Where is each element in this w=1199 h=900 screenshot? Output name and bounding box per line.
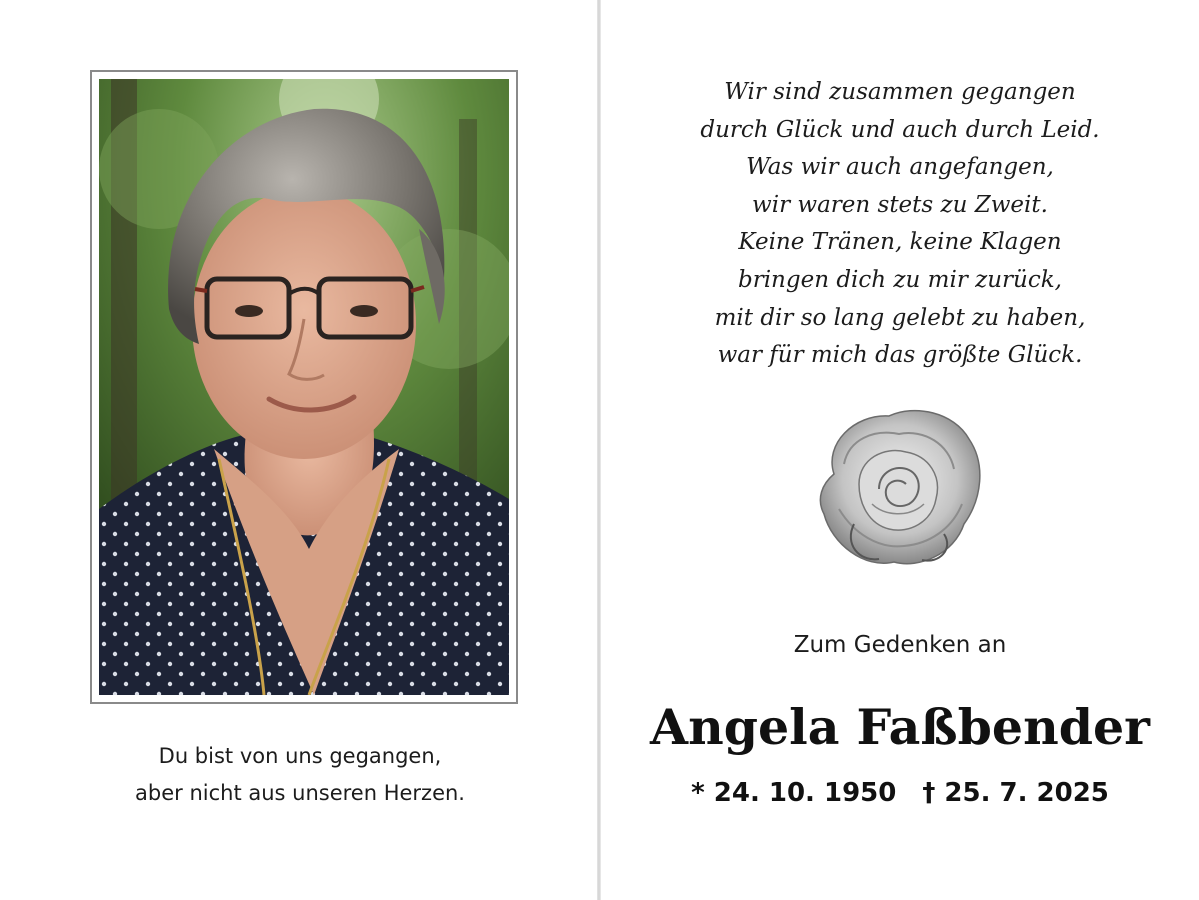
poem-line: war für mich das größte Glück.	[717, 342, 1083, 369]
deceased-name: Angela Faßbender	[650, 698, 1150, 756]
in-memory-label: Zum Gedenken an	[793, 632, 1007, 658]
rose-icon	[814, 404, 984, 572]
photo-frame	[90, 70, 518, 704]
portrait-photo	[99, 79, 509, 695]
poem-line: Was wir auch angefangen,	[746, 154, 1054, 181]
poem-line: durch Glück und auch durch Leid.	[700, 116, 1100, 143]
left-quote-line: aber nicht aus unseren Herzen.	[135, 781, 465, 805]
poem	[640, 74, 1160, 375]
life-dates	[640, 778, 1160, 808]
card-fold	[597, 0, 601, 900]
poem-line: bringen dich zu mir zurück,	[737, 266, 1062, 293]
poem-line: mit dir so lang gelebt zu haben,	[714, 304, 1086, 331]
left-quote-line: Du bist von uns gegangen,	[158, 744, 442, 768]
poem-line: wir waren stets zu Zweit.	[752, 191, 1048, 218]
death-date: † 25. 7. 2025	[922, 778, 1109, 808]
birth-date: * 24. 10. 1950	[691, 778, 897, 808]
poem-line: Wir sind zusammen gegangen	[724, 79, 1076, 105]
left-quote	[90, 738, 510, 812]
poem-line: Keine Tränen, keine Klagen	[738, 229, 1062, 256]
